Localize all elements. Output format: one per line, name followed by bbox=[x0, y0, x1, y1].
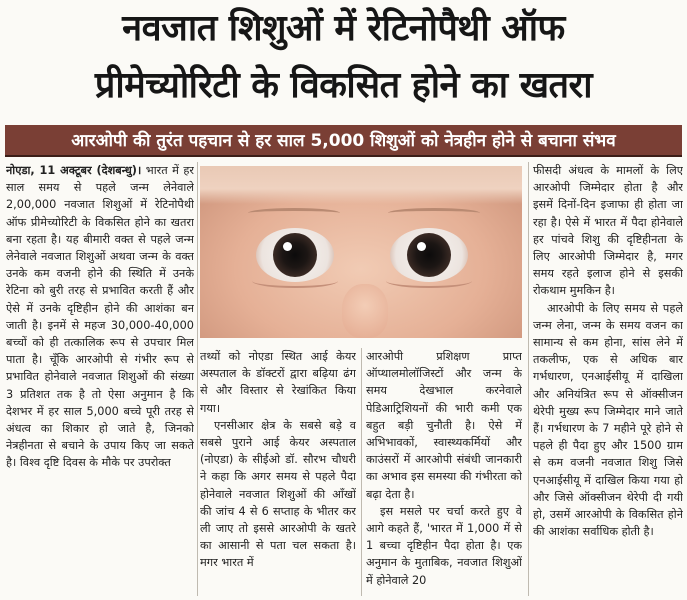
left-iris bbox=[273, 233, 317, 277]
left-eyebrow bbox=[248, 208, 340, 218]
column-2-paragraph-1: तथ्यों को नोएडा स्थित आई केयर अस्पताल के डॉक्टरों द्वारा बढ़िया ढंग से और विस्तार से रेखांकित किया गया। bbox=[200, 350, 356, 415]
dateline: नोएडा, 11 अक्टूबर (देशबन्धु)। bbox=[6, 164, 142, 177]
right-eye-glint bbox=[417, 242, 426, 251]
column-divider bbox=[528, 162, 529, 596]
column-1-text: भारत में हर साल समय से पहले जन्म लेनेवाले 2,00,000 नवजात शिशुओं में रेटिनोपैथी ऑफ प्रीमेच्योरिटी के विकसित होने का खतरा बना रहता है। यह बीमारी वक्त से पहले जन्म लेनेवाले नवजात शिशुओं अथवा जन्म के वक्त उनके कम वजनी होने की स्थिति में उनके रेटिना को बुरी तरह से प्रभावित करती हैं और ऐसे में उनके दृष्टिहीन होने की आशंका बन जाती है। इनमें से महज 30,000-40,000 बच्चों को ही तत्कालिक रूप से उपचार मिल पाता है। चूँकि आरओपी से गंभीर रूप से प्रभावित होनेवाले नवजात शिशुओं की संख्या 3 प्रतिशत तक है तो ऐसा अनुमान है कि देशभर में हर साल 5,000 बच्चे पूरी तरह से अंधत्व का शिकार हो जाते है, जिनको नेत्रहीनता से बचाने के उपाय किए जा सकते है। विश्व दृष्टि दिवस के मौके पर उपरोक्त bbox=[6, 164, 194, 470]
column-2-paragraph-2: एनसीआर क्षेत्र के सबसे बड़े व सबसे पुराने आई केयर अस्पताल (नोएडा) के सीईओ डॉ. सौरभ चौधरी ने कहा कि अगर समय से पहले पैदा होनेवाले नवजात शिशुओं की आँखों की जांच 4 से 6 सप्ताह के भीतर कर ली जाए तो इससे आरओपी के खतरे का आसानी से पता चल सकता है। मगर भारत में bbox=[200, 418, 356, 570]
photo-forehead bbox=[200, 166, 522, 204]
article-column-2 bbox=[200, 348, 356, 596]
article-column-4 bbox=[533, 162, 683, 596]
left-lower-lid bbox=[252, 274, 338, 288]
right-eyebrow bbox=[388, 208, 480, 218]
headline-line-1: नवजात शिशुओं में रेटिनोपैथी ऑफ bbox=[122, 8, 565, 49]
right-lower-lid bbox=[386, 274, 472, 288]
column-4-paragraph-2: आरओपी के लिए समय से पहले जन्म लेना, जन्म के समय वजन का सामान्य से कम होना, सांस लेने में तकलीफ, एक से अधिक बार गर्भधारण, एनआईसीयू में दाखिला और अनियंत्रित रूप से ऑक्सीजन थेरेपी मुख्य रूप जिम्मेदार माने जाते हैं। गर्भधारण के 7 महीने पूरे होने से पहले ही पैदा हुए और 1500 ग्राम से कम वजनी नवजात शिशु जिसे एनआईसीयू में दाखिल किया गया हो और जिसे ऑक्सीजन थेरेपी दी गयी हो, उसमें आरओपी के विकसित होने की आशंका सर्वाधिक होती है। bbox=[533, 301, 683, 539]
column-3-paragraph-2: इस मसले पर चर्चा करते हुए वे आगे कहते हैं, 'भारत में 1,000 में से 1 बच्चा दृष्टिहीन पैदा होता है। एक अनुमान के मुताबिक, नवजात शिशुओं में होनेवाले 20 bbox=[366, 504, 522, 587]
article-column-3 bbox=[366, 348, 522, 596]
article-column-1 bbox=[6, 162, 194, 596]
subheadline-bar: आरओपी की तुरंत पहचान से हर साल 5,000 शिशुओं को नेत्रहीन होने से बचाना संभव bbox=[5, 125, 682, 157]
headline-line-2: प्रीमेच्योरिटी के विकसित होने का खतरा bbox=[94, 65, 593, 106]
baby-eyes-photo bbox=[200, 166, 522, 338]
column-3-paragraph-1: आरओपी प्रशिक्षण प्राप्त ऑप्थालमोलॉजिस्टों और जन्म के समय देखभाल करनेवाले पेडिआट्रिशियनों की भारी कमी एक बहुत बड़ी चुनौती है। ऐसे में अभिभावकों, स्वास्थ्यकर्मियों और काउंसरों में आरओपी संबंधी जानकारी का अभाव इस समस्या की गंभीरता को बढ़ा देता है। bbox=[366, 350, 522, 501]
column-4-paragraph-1: फीसदी अंधत्व के मामलों के लिए आरओपी जिम्मेदार होता है और इसमें दिनों-दिन इजाफा ही होता जा रहा है। ऐसे में भारत में पैदा होनेवाले हर पांचवे शिशु की दृष्टिहीनता के लिए आरओपी जिम्मेदार है, मगर समय रहते इलाज होने से इसकी रोकथाम मुमकिन है। bbox=[533, 164, 683, 298]
column-divider bbox=[361, 348, 362, 596]
right-iris bbox=[407, 233, 451, 277]
left-eye-glint bbox=[283, 242, 292, 251]
nose bbox=[342, 284, 388, 338]
column-divider bbox=[197, 162, 198, 596]
